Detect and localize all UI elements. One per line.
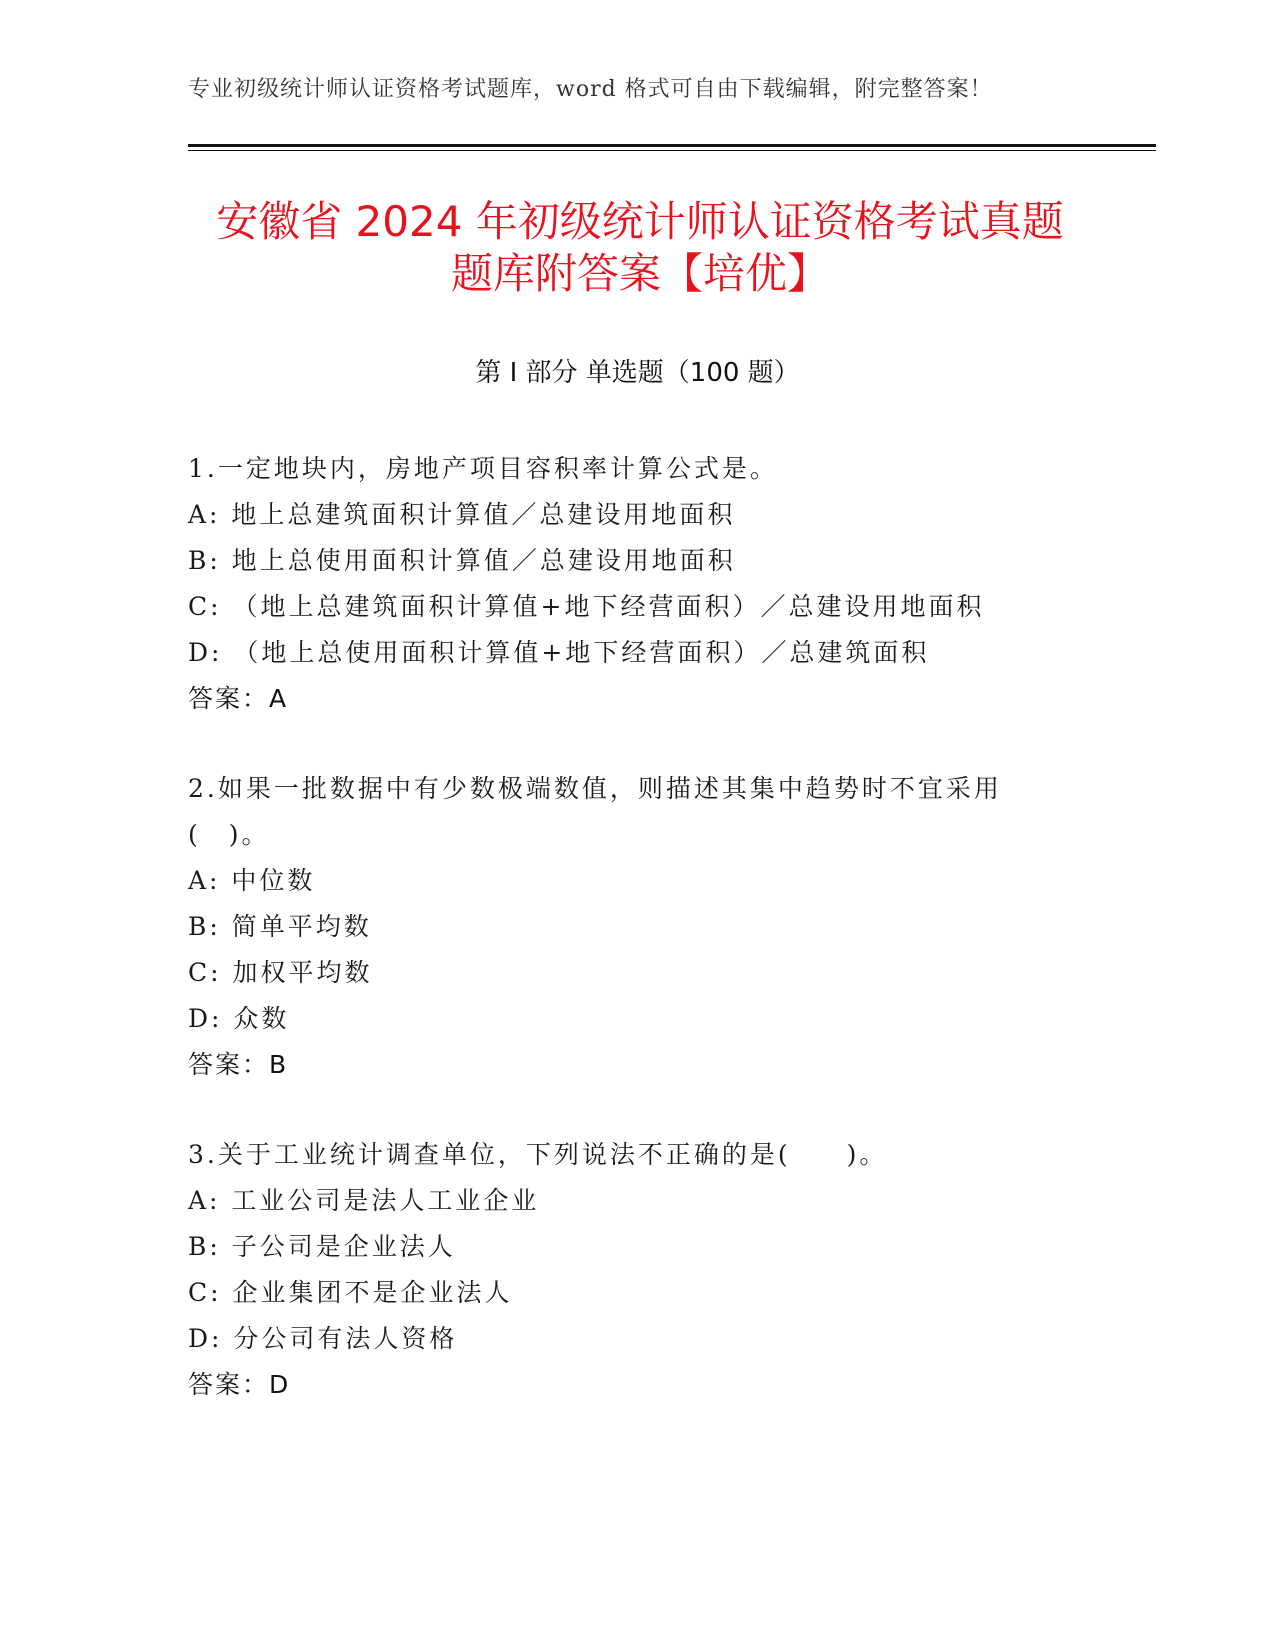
- question-list: [188, 446, 1068, 1452]
- header-divider-thin: [188, 150, 1156, 151]
- option-a: A: 地上总建筑面积计算值／总建设用地面积: [188, 500, 736, 529]
- option-d: D: 分公司有法人资格: [188, 1324, 458, 1353]
- option-c: C: 企业集团不是企业法人: [188, 1278, 513, 1307]
- option-b: B: 简单平均数: [188, 912, 372, 941]
- answer: 答案：D: [188, 1370, 291, 1399]
- document-title: [140, 196, 1140, 300]
- option-a: A: 工业公司是法人工业企业: [188, 1186, 540, 1215]
- header-divider: [188, 144, 1156, 147]
- answer: 答案：B: [188, 1050, 289, 1079]
- option-b: B: 子公司是企业法人: [188, 1232, 456, 1261]
- option-b: B: 地上总使用面积计算值／总建设用地面积: [188, 546, 736, 575]
- answer: 答案：A: [188, 684, 289, 713]
- section-heading: 第 I 部分 单选题（100 题）: [475, 358, 800, 388]
- option-c: C: 加权平均数: [188, 958, 373, 987]
- question-text: 3.关于工业统计调查单位，下列说法不正确的是( )。: [188, 1140, 888, 1169]
- question-text: 1.一定地块内，房地产项目容积率计算公式是。: [188, 454, 778, 483]
- option-d: D: 众数: [188, 1004, 290, 1033]
- option-a: A: 中位数: [188, 866, 316, 895]
- title-line-2: 题库附答案【培优】: [450, 249, 829, 298]
- question-2: [188, 766, 1068, 1088]
- option-c: C: （地上总建筑面积计算值+地下经营面积）／总建设用地面积: [188, 592, 985, 621]
- question-3: [188, 1132, 1068, 1408]
- option-d: D: （地上总使用面积计算值+地下经营面积）／总建筑面积: [188, 638, 930, 667]
- page-header: 专业初级统计师认证资格考试题库，word 格式可自由下载编辑，附完整答案！: [188, 77, 993, 102]
- question-1: [188, 446, 1068, 722]
- title-line-1: 安徽省 2024 年初级统计师认证资格考试真题: [216, 197, 1064, 246]
- question-text: 2.如果一批数据中有少数极端数值，则描述其集中趋势时不宜采用( )。: [188, 774, 1002, 849]
